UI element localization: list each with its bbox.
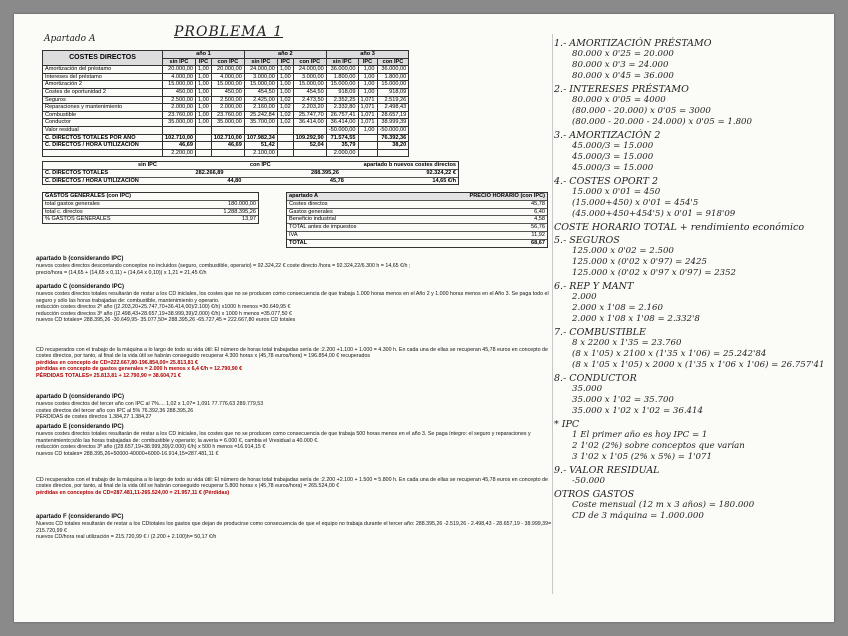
handnote-item (554, 489, 829, 522)
section-line: nuevos costes directos del tercer año con IPC al 7%.... 1,02 x 1,07= 1,091 77.776,63 289.779,53 (36, 401, 264, 408)
table-cell: 71.574,55 (326, 134, 358, 142)
section-line: Nuevos CD totales resultarán de restar a los CDtotales los gastos que dejan de producirse como consecuencia de que el equipo no trabaja durante el tercer año: 288.395,26 -2.519,26 - 2.498,43 - 28.657,19 - 38.999,39= 215.720,99 € (36, 521, 552, 534)
year-3-header: año 3 (326, 51, 409, 59)
handnote-line: CD de 3 máquina = 1.000.000 (572, 511, 704, 521)
sub-header-cell: sin IPC (326, 58, 358, 66)
handnote-line: 2.000 (572, 292, 597, 302)
table-cell: 1,071 (358, 119, 377, 127)
section-line: pérdidas en concepto de CD=222.667,80-196.854,00= 25.813,81 € (36, 359, 198, 366)
general-costs-row (43, 201, 258, 209)
sub-header-cell: IPC (277, 58, 293, 66)
handnote-head: 9.- VALOR RESIDUAL (554, 465, 660, 476)
table-cell (277, 134, 293, 142)
precio-horario-title: apartado A (289, 193, 319, 199)
handnote-line: Coste mensual (12 m x 3 años) = 180.000 (572, 500, 755, 510)
handnote-item (554, 419, 829, 463)
table-cell: 1,02 (277, 104, 293, 112)
handnote-line: 35.000 (572, 384, 603, 394)
section-line: nuevos costes directos descontando conceptos no incluidos (seguro, combustible, operario) = 92.324,22 € coste directo /hora = 92.324,22/6.300 h = 14,65 €/h ; (36, 263, 411, 270)
precio-horario-box (286, 192, 548, 248)
table-cell (163, 126, 196, 134)
table-cell: 24.000,00 (293, 66, 326, 74)
general-costs-box (42, 192, 259, 224)
section-line: PÉRDIDAS TOTALES= 25.813,81 + 12.790,90 = 38.604,71 € (36, 372, 181, 379)
section-line: precio/hora = (14,65 + (14,65 x 0,11) + (14,64 x 0,10)) x 1,21 = 21,45 €/h (36, 269, 207, 276)
handnote-line: 80.000 x 0'25 = 20.000 (572, 49, 674, 59)
handnote-item (554, 38, 829, 82)
table-cell: 2.000,00 (211, 104, 244, 112)
section-title: apartado F (considerando IPC) (36, 514, 124, 520)
handnote-head: 5.- SEGUROS (554, 235, 620, 246)
table-cell: 28.657,19 (377, 111, 409, 119)
precio-horario-value: 56,76 (531, 224, 545, 231)
table-cell (196, 126, 212, 134)
table-row (43, 142, 409, 150)
table-row (43, 126, 409, 134)
table-cell: 35.000,00 (163, 119, 196, 127)
table-cell: 1,00 (358, 88, 377, 96)
sub-header-cell: con IPC (211, 58, 244, 66)
table-cell: 1,00 (196, 104, 212, 112)
table-cell: 1,00 (196, 73, 212, 81)
handnote-line: 45.000/3 = 15.000 (572, 152, 654, 162)
table-cell: 109.292,90 (293, 134, 326, 142)
sub-header-cell: sin IPC (163, 58, 196, 66)
handnote-item (554, 235, 829, 279)
table-cell (277, 126, 293, 134)
sub-header-cell: con IPC (377, 58, 409, 66)
section-title: apartado E (considerando IPC) (36, 424, 124, 430)
table-cell: 102.710,00 (211, 134, 244, 142)
table-row (43, 134, 409, 142)
table-cell (277, 142, 293, 150)
general-costs-value: 1.288.395,26 (223, 208, 256, 215)
totals-row (43, 170, 458, 178)
table-cell: 36.414,00 (293, 119, 326, 127)
table-cell: 454,50 (244, 88, 277, 96)
section-line: costes directos del tercer año con IPC al 5% 76.392,36 288.395,26 (36, 407, 194, 414)
table-cell: 2.100,00 (244, 149, 277, 157)
precio-horario-row (287, 209, 547, 217)
precio-horario-value: 6,40 (534, 208, 545, 215)
precio-horario-value: 11,92 (531, 231, 545, 238)
table-cell: 1,02 (277, 111, 293, 119)
table-row (43, 119, 409, 127)
section-line: CD recuperados con el trabajo de la máquina a lo largo de todo su vida útil: El número de horas total trabajadas sería de :2.200 +1.100 + 1.000 = 4.300 h. En cada una de ellas se recuperan 45,78 euros en concepto de costes directos, por tanto, al final de la vida útil se habrán conseguido recuperar 4.300 horas x (45,78 euros/hora) = 196.854,00 € recuperados (36, 347, 548, 360)
section-line: pérdidas en conceptos de CD=287.481,11-265.524,00 = 21.957,11 € (Pérdidas) (36, 489, 230, 496)
general-costs-label: total gastos generales (45, 200, 100, 207)
table-cell: 36.000,00 (377, 66, 409, 74)
table-cell: 46,69 (211, 142, 244, 150)
handnote-head: 4.- COSTES OPORT 2 (554, 176, 659, 187)
table-cell: 36.414,00 (326, 119, 358, 127)
handnote-line: (80.000 - 20.000 - 24.000) x 0'05 = 1.800 (572, 117, 752, 127)
handnote-head: * IPC (554, 419, 580, 430)
apartado-heading: Apartado A (44, 34, 96, 44)
general-costs-value: 13,97 (242, 216, 256, 223)
handnote-item (554, 222, 829, 233)
general-costs-label: % GASTOS GENERALES (45, 216, 111, 223)
table-cell: 1,02 (277, 96, 293, 104)
section-line: PÉRDIDAS de costes directos 1.384,27 1.384,27 (36, 414, 152, 421)
table-cell (244, 126, 277, 134)
table-cell: 3.000,00 (293, 73, 326, 81)
general-costs-header: GASTOS GENERALES (con IPC) (43, 193, 258, 201)
table-cell: 102.710,00 (163, 134, 196, 142)
section-line: nuevos CD totales= 288.395,26 -30.649,95- 35.077,50= 288.395,26 -65.727,45 = 222.667,80 euros CD totales (36, 317, 296, 324)
table-cell (293, 126, 326, 134)
table-cell (277, 149, 293, 157)
precio-horario-label: IVA (289, 231, 298, 238)
table-cell: 35.700,00 (244, 119, 277, 127)
sub-header-cell: sin IPC (244, 58, 277, 66)
section-block (36, 424, 556, 457)
general-costs-row (43, 216, 258, 223)
precio-horario-row (287, 216, 547, 224)
table-cell: 1,071 (358, 96, 377, 104)
section-line: CD recuperados con el trabajo de la máquina a lo largo de todo su vida útil: El número de horas total trabajadas sería de :2.200 +2.100 + 1.500 = 5.800 h. En cada una de ellas se recuperan 45,78 euros en concepto de costes directos, por tanto, al final de la vida útil se habrán conseguido recuperar 5.800 horas x (45,78 euros/hora) = 265.524,00 € (36, 477, 548, 490)
section-line: reducción costes directos 3º año ((28.657,19+38.999,39)/2.000) €/h) x 500 h menos =16.914,15 € (36, 444, 266, 451)
table-cell: 2.000,00 (326, 149, 358, 157)
table-cell: 24.000,00 (244, 66, 277, 74)
row-label: Valor residual (43, 126, 163, 134)
table-cell: 1.800,00 (326, 73, 358, 81)
handnote-line: 2.000 x 1'08 = 2.160 (572, 303, 663, 313)
table-cell: 52,04 (293, 142, 326, 150)
table-cell: 1,071 (358, 104, 377, 112)
precio-horario-value: 4,58 (534, 216, 545, 223)
section-block (36, 477, 556, 496)
table-cell: 107.982,34 (244, 134, 277, 142)
row-label: Amortización 2 (43, 81, 163, 89)
table-row (43, 88, 409, 96)
table-cell: 2.500,00 (163, 96, 196, 104)
table-cell: 1,00 (196, 96, 212, 104)
handnote-line: 80.000 x 0'45 = 36.000 (572, 71, 674, 81)
handnote-item (554, 327, 829, 371)
costs-table (42, 50, 409, 157)
table-cell: 2.203,20 (293, 104, 326, 112)
table-cell (377, 149, 409, 157)
row-label: C. DIRECTOS / HORA UTILIZACIÓN (43, 142, 163, 150)
table-cell: 1,00 (196, 66, 212, 74)
handnote-line: 2.000 x 1'08 x 1'08 = 2.332'8 (572, 314, 700, 324)
table-cell: 46,69 (163, 142, 196, 150)
handnote-line: (15.000+450) x 0'01 = 454'5 (572, 198, 699, 208)
row-label: Intereses del préstamo (43, 73, 163, 81)
general-costs-row (43, 209, 258, 217)
table-cell: 38.999,39 (377, 119, 409, 127)
precio-horario-label: Beneficio industrial (289, 216, 336, 223)
problema-title: PROBLEMA 1 (174, 24, 284, 40)
table-cell: 1,00 (196, 119, 212, 127)
table-cell: 2.000,00 (163, 104, 196, 112)
totals-label: C. DIRECTOS / HORA UTILIZACIÓN (45, 177, 139, 184)
precio-horario-row (287, 201, 547, 209)
sub-header-cell: con IPC (293, 58, 326, 66)
handnote-line: 125.000 x (0'02 x 0'97) = 2425 (572, 257, 707, 267)
handnote-head: 2.- INTERESES PRÉSTAMO (554, 84, 689, 95)
table-cell: 1,071 (358, 111, 377, 119)
section-block (36, 514, 556, 541)
table-cell: -50.000,00 (377, 126, 409, 134)
table-cell (196, 142, 212, 150)
totals-value: 45,78 (329, 177, 344, 184)
handnote-line: 45.000/3 = 15.000 (572, 163, 654, 173)
table-cell: 1,02 (277, 119, 293, 127)
precio-horario-label: TOTAL (289, 239, 308, 246)
handnote-line: (8 x 1'05) x 2100 x (1'35 x 1'06) = 25.242'84 (572, 349, 767, 359)
table-row (43, 111, 409, 119)
precio-horario-row (287, 240, 547, 247)
section-line: reducción costes directos 3º año ((2.498,43+28.657,19+38.999,39)/2.000) €/h) x 1000 h menos =35.077,50 € (36, 310, 292, 317)
table-cell: 15.000,00 (293, 81, 326, 89)
table-cell: 918,09 (326, 88, 358, 96)
totals-value: 92.324,22 € (426, 169, 456, 176)
row-label: Reparaciones y mantenimiento (43, 104, 163, 112)
table-cell: 15.000,00 (244, 81, 277, 89)
totals-value: 44,80 (227, 177, 242, 184)
table-cell: 20.000,00 (163, 66, 196, 74)
totals-row (43, 178, 458, 185)
handnote-head: 6.- REP Y MANT (554, 281, 634, 292)
table-cell (196, 149, 212, 157)
table-cell (211, 149, 244, 157)
handnote-head: 7.- COMBUSTIBLE (554, 327, 646, 338)
section-line: pérdidas en concepto de gastos generales = 2.000 h menos x 6,4 €/h = 12.790,90 € (36, 366, 243, 373)
table-cell: 36.000,00 (326, 66, 358, 74)
row-label: Amortización del préstamo (43, 66, 163, 74)
section-title: apartado C (considerando IPC) (36, 284, 125, 290)
precio-horario-value: 45,78 (531, 200, 545, 207)
row-label: C. DIRECTOS TOTALES POR AÑO (43, 134, 163, 142)
handnote-line: 3 1'02 x 1'05 (2% x 5%) = 1'071 (572, 452, 712, 462)
scanned-page (14, 14, 834, 622)
table-cell: 1,00 (196, 81, 212, 89)
table-cell: 1,00 (277, 88, 293, 96)
handnote-head: COSTE HORARIO TOTAL + rendimiento económico (554, 222, 805, 233)
costs-table-title: COSTES DIRECTOS (43, 51, 163, 66)
table-cell: 4.000,00 (211, 73, 244, 81)
sub-header-cell: IPC (358, 58, 377, 66)
section-title: apartado b (considerando IPC) (36, 256, 124, 262)
table-cell: 26.757,41 (326, 111, 358, 119)
table-cell: 2.332,80 (326, 104, 358, 112)
handnote-line: 80.000 x 0'3 = 24.000 (572, 60, 669, 70)
table-cell: 23.760,00 (163, 111, 196, 119)
table-cell: 1,00 (358, 126, 377, 134)
totals-value: 14,65 €/h (432, 177, 456, 184)
totals-box (42, 161, 459, 185)
sub-header-cell: IPC (196, 58, 212, 66)
table-cell: 1,00 (277, 81, 293, 89)
table-cell (211, 126, 244, 134)
handnote-line: 2 1'02 (2%) sobre conceptos que varían (572, 441, 745, 451)
precio-horario-row (287, 224, 547, 232)
table-cell: 4.000,00 (163, 73, 196, 81)
table-cell: 15.000,00 (163, 81, 196, 89)
table-cell: 1,00 (277, 66, 293, 74)
handnote-item (554, 176, 829, 220)
totals-header: sin IPC (137, 162, 157, 168)
totals-header-row (43, 162, 458, 170)
row-label: Combustible (43, 111, 163, 119)
table-row (43, 149, 409, 157)
section-line: nuevos costes directos totales resultarán de restar a los CD iniciales, los costes que no se producen como consecuencia de que trabaja 1.000 horas menos en el Año 2 y 1.000 horas menos en el Año 3. Se paga todo el seguro y sólo las horas trabajadas de: combustible, mantenimiento y operario. (36, 291, 549, 304)
totals-value: 288.395,26 (310, 169, 339, 176)
section-line: nuevos CD totales= 288.395,26+50000-40000+6000-16.914,15=287.481,11 € (36, 450, 219, 457)
table-cell: 2.500,00 (211, 96, 244, 104)
table-cell: 76.392,36 (377, 134, 409, 142)
general-costs-label: total c. directos (45, 208, 83, 215)
precio-horario-label: TOTAL antes de impuestos (289, 224, 357, 231)
table-cell: 15.000,00 (211, 81, 244, 89)
row-label (43, 149, 163, 157)
section-block (36, 284, 556, 323)
table-cell: 23.760,00 (211, 111, 244, 119)
handnote-line: 125.000 x (0'02 x 0'97 x 0'97) = 2352 (572, 268, 737, 278)
handnote-line: (80.000 - 20.000) x 0'05 = 3000 (572, 106, 711, 116)
precio-horario-label: Costes directos (289, 200, 328, 207)
section-title: apartado D (considerando IPC) (36, 394, 125, 400)
section-block (36, 347, 556, 379)
table-cell: 2.498,43 (377, 104, 409, 112)
table-cell: 38,20 (377, 142, 409, 150)
table-cell: 35,79 (326, 142, 358, 150)
precio-horario-subtitle: PRECIO HORARIO (con IPC) (469, 193, 545, 199)
handnote-item (554, 130, 829, 174)
table-cell: 2.519,26 (377, 96, 409, 104)
handnote-item (554, 465, 829, 487)
precio-horario-row (287, 232, 547, 240)
handnote-line: 80.000 x 0'05 = 4000 (572, 95, 666, 105)
table-cell: 1,00 (196, 111, 212, 119)
table-row (43, 96, 409, 104)
table-cell (358, 149, 377, 157)
handnote-item (554, 281, 829, 325)
table-cell: 25.242,84 (244, 111, 277, 119)
table-cell: 25.747,70 (293, 111, 326, 119)
handnote-line: 1 El primer año es hoy IPC = 1 (572, 430, 708, 440)
general-costs-value: 180.000,00 (228, 200, 256, 207)
precio-horario-label: Gastos generales (289, 208, 333, 215)
handnote-line: 45.000/3 = 15.000 (572, 141, 654, 151)
table-cell (196, 134, 212, 142)
handnote-line: (8 x 1'05 x 1'05) x 2000 x (1'35 x 1'06 x 1'06) = 26.757'41 (572, 360, 825, 370)
handnote-line: 35.000 x 1'02 = 35.700 (572, 395, 674, 405)
totals-label: C. DIRECTOS TOTALES (45, 169, 109, 176)
totals-header: con IPC (249, 162, 271, 168)
section-line: reducción costes directos 2º año ((2.203,20+25.747,70+36.414,00)/2.100) €/h) x1000 h menos =30.649,95 € (36, 304, 291, 311)
table-cell: 35.000,00 (211, 119, 244, 127)
table-cell: 450,00 (211, 88, 244, 96)
handnote-line: 35.000 x 1'02 x 1'02 = 36.414 (572, 406, 703, 416)
table-cell: 2.160,00 (244, 104, 277, 112)
handnote-line: 125.000 x 0'02 = 2.500 (572, 246, 674, 256)
handnote-head: 8.- CONDUCTOR (554, 373, 637, 384)
table-cell: 1,00 (196, 88, 212, 96)
table-cell: 2.425,00 (244, 96, 277, 104)
table-cell: 51,42 (244, 142, 277, 150)
table-cell: 2.200,00 (163, 149, 196, 157)
table-cell (293, 149, 326, 157)
handnote-head: OTROS GASTOS (554, 489, 635, 500)
table-cell (358, 142, 377, 150)
table-row (43, 66, 409, 74)
section-block (36, 256, 556, 276)
handnote-line: (45.000+450+454'5) x 0'01 = 918'09 (572, 209, 736, 219)
section-line: nuevos CD/hora real utilización = 215.720,99 € / (2.200 + 2.100)h= 50,17 €/h (36, 534, 217, 541)
handwritten-notes (554, 38, 829, 524)
row-label: Costes de oportunidad 2 (43, 88, 163, 96)
handnote-line: -50.000 (572, 476, 605, 486)
table-cell: 1.800,00 (377, 73, 409, 81)
table-cell: 15.000,00 (326, 81, 358, 89)
table-cell (358, 134, 377, 142)
table-row (43, 81, 409, 89)
year-1-header: año 1 (163, 51, 245, 59)
section-block (36, 394, 556, 421)
section-line: nuevos costes directos totales resultarán de restar a los CD iniciales, los costes que no se producen como consecuencia de que trabaja 500 horas menos en el año 3. Se paga íntegro: el seguro y reparaciones y mantenimiento;sólo las horas trabajadas de: combustible y operario; la avería = 6.000 €, cambia el Vresidual a 40.000 €. (36, 431, 531, 444)
row-label: Seguros (43, 96, 163, 104)
handnote-item (554, 373, 829, 417)
table-cell: 1,00 (358, 73, 377, 81)
totals-header: apartado b nuevos costes directos (363, 162, 456, 168)
table-cell: 1,00 (277, 73, 293, 81)
handnote-line: 15.000 x 0'01 = 450 (572, 187, 661, 197)
handnote-head: 1.- AMORTIZACIÓN PRÉSTAMO (554, 38, 712, 49)
table-cell: 2.352,25 (326, 96, 358, 104)
table-cell: 1,00 (358, 81, 377, 89)
row-label: Conductor (43, 119, 163, 127)
table-cell: 15.000,00 (377, 81, 409, 89)
table-cell: 918,09 (377, 88, 409, 96)
totals-value: 282.266,89 (195, 169, 224, 176)
table-cell: 450,00 (163, 88, 196, 96)
handnote-item (554, 84, 829, 128)
table-row (43, 104, 409, 112)
handnote-line: 8 x 2200 x 1'35 = 23.760 (572, 338, 682, 348)
precio-horario-value: 68,67 (531, 239, 545, 246)
year-2-header: año 2 (244, 51, 326, 59)
table-cell: 1,00 (358, 66, 377, 74)
table-cell: 20.000,00 (211, 66, 244, 74)
table-cell: 3.000,00 (244, 73, 277, 81)
table-cell: 454,50 (293, 88, 326, 96)
table-cell: -50.000,00 (326, 126, 358, 134)
handnote-head: 3.- AMORTIZACIÓN 2 (554, 130, 661, 141)
table-cell: 2.473,50 (293, 96, 326, 104)
table-row (43, 73, 409, 81)
